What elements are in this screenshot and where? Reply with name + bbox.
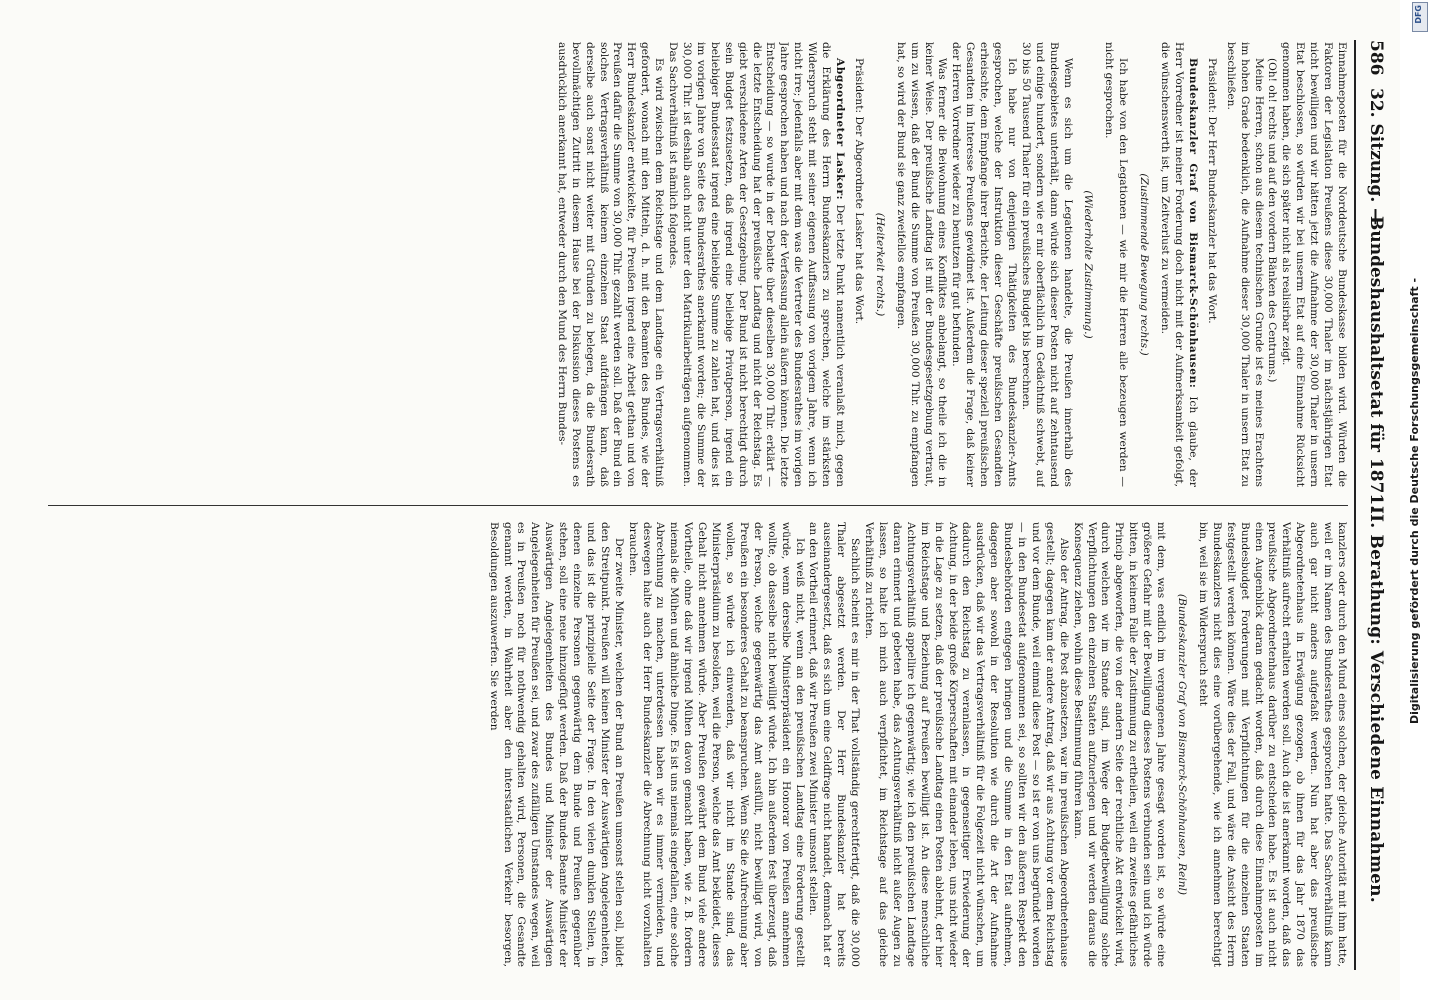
page-header [1360,40,1386,970]
paragraph: Sachlich scheint es mir in der That vollständig gerechtfertigt, daß die 30,000 Thaler abgesetzt werden. Der Herr Bundeskanzler hat bereits auseinandergesetzt, daß es sich um eine Geldfrage nicht handelt, demnach hat er an den Vortheil erinnert, daß wir Preußen zwei Minister umsonst stellen. [807,522,862,967]
dfg-logo: DFG [1412,2,1428,32]
digitization-credit: Digitalisierung gefördert durch die Deutsche Forschungsgemeinschaft - [1408,277,1421,725]
paragraph: Es wird zwischen dem Reichstage und dem Landtage ein Vertragsverhältniß gefordert, wonach mit den Mitteln, d. h. mit den Beamten des Bundes, wie der Herr Bundeskanzler entwickelte, für Preußen irgend eine Arbeit gethan und von Preußen dafür die Summe von 30,000 Thlr. gezahlt werden soll. Daß der Bund ein solches Vertragsverhältniß keinem einzelnen Staat aufdrängen kann, daß derselbe auch sonst nicht weiter mit Gründen zu belegen, da die Bundesrath bevollmächtigen Zutritt in diesem Hause bei der Diskussion dieses Postens es ausdrücklich anerkannt hat, entweder durch den Mund des Herrn Bundes- [555,42,666,487]
column-divider [48,505,1348,506]
paragraph: Wenn es sich um die Legationen handelte, die Preußen innerhalb des Bundesgebietes unterhält, dann würde sich dieser Posten nicht auf zehntausend und einige hundert, sondern wie er mir oberflächlich im Gedächtniß schwebt, auf 30 bis 50 Tausend Thaler für ein preußisches Budget bis berechnen. [1019,42,1074,487]
header-left-title: Bundeshaushaltsetat für 1871. [1366,216,1386,512]
paragraph: Also der Antrag, die Post abzusetzen, war im preußischen Abgeordnetenhause gestellt; dagegen kam der andere Antrag, daß wir aus Achtung vor dem Reichstag und vor dem Bunde, weil einmal diese Post — so ist er von uns begründet worden — in den Bundesetat aufgenommen sei, so sollten wir den äußeren Respekt den Bundesbehörden entgegen bringen und die Summe in den Etat aufnehmen, dagegen aber sowohl in der Resolution wie durch die Art der Aufnahme ausdrücken, daß wir das Vertragsverhältniß für die Folgezeit nicht wünschen, um dadurch den Reichstag zu veranlassen, in gegenseitiger Erwiederung der Achtung, in der beide große Körperschaften mit einander leben, uns nicht wieder in die Lage zu setzen, daß der preußische Landtag einen Posten ablehnt, der hier im Reichstage und Beziehung auf Preußen bewilligt ist. An diese menschliche Achtungsverhältniß appellire ich gegenwärtig; wie ich den preußischen Landtage daran erinnert und gebeten habe, das Achtungsverhältniß nicht außer Augen zu lassen, so halte ich mich auch verpflichtet, im Reichstage auf das gleiche Verhältniß zu richten. [863,522,1070,967]
paragraph: Ich habe von den Legationen — wie mir die Herren alle bezeugen werden — nicht gesprochen. [1103,42,1130,487]
remark: (Zustimmende Bewegung rechts.) [1138,173,1151,356]
paragraph: Was ferner die Beiwohnung eines Konfliktes anbelangt, so theile ich die in keiner Weise. Der preußische Landtag ist mit der Bundesgesetzgebung vertraut, um zu wissen, daß der Bund die Summe von Preußen 30,000 Thlr. zu empfangen hat, so wird der Bund sie ganz zweifellos empfangen. [894,42,949,487]
remark: (Wiederholte Zustimmung.) [1082,190,1095,339]
remark: (Heiterkeit rechts.) [873,212,886,317]
paragraph: kanzlers oder durch den Mund eines solchen, der gleiche Autorität mit ihm hatte, weil er im Namen des Bundesrathes gesprochen hatte. Das Sachverhältniß kann auch gar nicht anders aufgefaßt werden. Nun hat aber das preußische Abgeordnetenhaus in Erwägung gezogen, ob ihnen für das Jahr 1870 das Verhältniß aufrecht erhalten werden soll. Auch die ist anerkannt worden, daß das preußische Abgeordnetenhaus darüber zu entscheiden habe. Es ist auch nicht einen Augenblick daran gedacht worden, daß durch diese Einnahmeposten im Bundesbudget Forderungen mit Verpflichtungen für die einzelnen Staaten festgestellt werden können. Wäre dies der Fall, und wäre die Ansicht des Herrn Bundeskanzlers nicht dies eine vorübergehende, wie ich annehmen berechtigt bin, weil sie im Widerspruch steht [1196,522,1348,967]
paragraph: mit dem, was endlich im vergangenen Jahre gesagt worden ist, so würde eine größere Gefahr mit der Bewilligung dieses Postens verbunden sein und ich würde bitten, in keinem Falle der Zustimmung zu ertheilen, weil ein zweites gefährliches Princip abgeworfen, die von der andern Seite der rechtliche Akt entwickelt wird, durch welchen wir im Stande sind, im Wege der Budgetbewilligung solche Verpflichtungen den einzelnen Staaten aufzuerlegen und wir werden daraus die Konsequenz ziehen, wohin diese Bestimmung führen kann. [1071,522,1168,967]
left-text-column [38,42,1348,487]
remark: (Oh! oh! rechts und auf den vordern Bänken des Centrums.) [1266,58,1279,383]
president-line: Präsident: Der Abgeordnete Lasker hat das Wort. [852,58,865,325]
speaker-name: Bundeskanzler Graf von Bismarck-Schönhausen: [1186,58,1199,389]
paragraph: Der zweite Minister, welchen der Bund an Preußen umsonst stellen soll, bildet den Streitpunkt. Preußen will keinen Minister der Auswärtigen Angelegenheiten, und das ist die prinzipielle Seite der Frage. In den vielen dunklen Stellen, in denen einzelne Personen gegenwärtig dem Bunde und Preußen gegenüber stehen, soll eine neue hinzugefügt werden. Daß der Bundes Beamte Minister der Auswärtigen Angelegenheiten des Bundes und Minister der Auswärtigen Angelegenheiten für Preußen sei, und zwar des zufälligen Umstandes wegen, weil es in Preußen noch für nothwendig gehalten wird, Personen, die Gesandte genannt werden, in Wahrheit aber den interstaatlichen Verkehr besorgen, Besoldungen auszuwerfen. Sie werden [487,522,625,967]
paragraph: Ich weiß nicht, wenn an den preußischen Landtag eine Forderung gestellt würde, wenn derselbe Ministerpräsident ein Honorar von Preußen annehmen wollte, ob dasselbe nicht bewilligt würde. Ich bin außerdem fest überzeugt, daß der Person, welche gegenwärtig das Amt ausfüllt, nicht bewilligt wird, von Preußen ein besonderes Gehalt zu beanspruchen. Wenn Sie die Aufrechnung aber wollen, so würde ich einwenden, daß wir nicht im Stande sind, das Ministerpräsidium zu besolden, weil die Person, welche das Amt bekleidet, dieses Gehalt nicht annehmen würde. Aber Preußen gewährt dem Bund viele andere Vortheile, ohne daß wir irgend Mühen davon gemacht haben, wie z. B. fordern niemals die Mühen und ähnliche Dinge. Es ist uns niemals eingefallen, eine solche Abrechnung zu machen, unterdessen haben wir es immer vermieden, und deswegen halte auch der Herr Bundeskanzler die Abrechnung nicht vorzuhalten brauchen. [626,522,806,967]
president-line: Präsident: Der Herr Bundeskanzler hat das Wort. [1205,58,1218,324]
paragraph: Ich glaube, der Herr Vorredner ist meiner Forderung doch nicht mit der Aufmerksamkeit gefolgt, die wünschenswerth ist, um Zeitverlust zu vermeiden. [1159,42,1199,487]
paragraph: Einnahmeposten für die Norddeutsche Bundeskasse bilden wird. Würden die Faktoren der Legislation Preußens diese 30,000 Thaler im nächstjährigen Etat nicht bewilligen und wir hätten jetzt die Aufnahme der 30,000 Thaler in unsern Etat beschlossen, so würden wir bei unserm Etat auf eine Einnahme Rücksicht genommen haben, die sich später nicht als realisirbar zeigt. [1280,42,1348,487]
page-number: 586 [1366,40,1386,76]
session-title: 32. Sitzung. — [1366,88,1386,226]
header-rule [1354,40,1356,970]
header-right-title: II. Berathung: Verschiedene Einnahmen. [1366,506,1386,903]
right-text-column [38,522,1348,967]
paragraph: Der letzte Punkt namentlich veranlaßt mich, gegen die Erklärung des Herrn Bundeskanzlers zu sprechen, welche im stärksten Widerspruch steht mit seiner eigenen Auffassung von vorigem Jahre, wenn ich nicht irre; jedenfalls aber mit dem was die Vertreter des Bundesrathes im vorigen Jahre gesprochen haben und nach der Verfassung allein äußern können. Die letzte Entscheidung — so wurde in der Debatte über dieselben 30,000 Thlr. erklärt — die letzte Entscheidung hat der preußische Landtag und nicht der Reichstag. Es giebt verschiedene Arten der Gesetzgebung. Der Bund ist nicht berechtigt durch sein Budget festzusetzen, daß irgend eine beliebige Privatperson, irgend ein beliebiger Bundesstaat irgend eine beliebige Summe zu zahlen hat, und dies ist im vorigen Jahre von Seite des Bundesrathes anerkannt worden; die Summe der 30,000 Thlr. ist deshalb auch nicht unter den Matrikularbeiträgen aufgenommen. Das Sachverhältniß ist nämlich folgendes. [667,42,846,487]
speaker-interjection: (Bundeskanzler Graf von Bismarck-Schönhausen, Reinl) [1176,593,1189,896]
speaker-name: Abgeordneter Lasker: [834,58,846,201]
paragraph: Ich habe nur von denjenigen Thätigkeiten des Bundeskanzler-Amts gesprochen, welche der Instruktion dieser Geschäfte preußischen Gesandten erheischte, dem Empfange ihrer Berichte, der Leitung dieser speziell preußischen Gesandten im Interesse Preußens gewidmet ist. Außerdem die Frage, daß keiner der Herren Vorredner wieder zu benutzen für gut befunden. [950,42,1018,487]
paragraph: Meine Herren, schon aus diesem technischen Grunde ist es meines Erachtens im hohen Grade bedenklich, die Aufnahme dieser 30,000 Thaler in unsern Etat zu beschließen. [1224,42,1265,487]
